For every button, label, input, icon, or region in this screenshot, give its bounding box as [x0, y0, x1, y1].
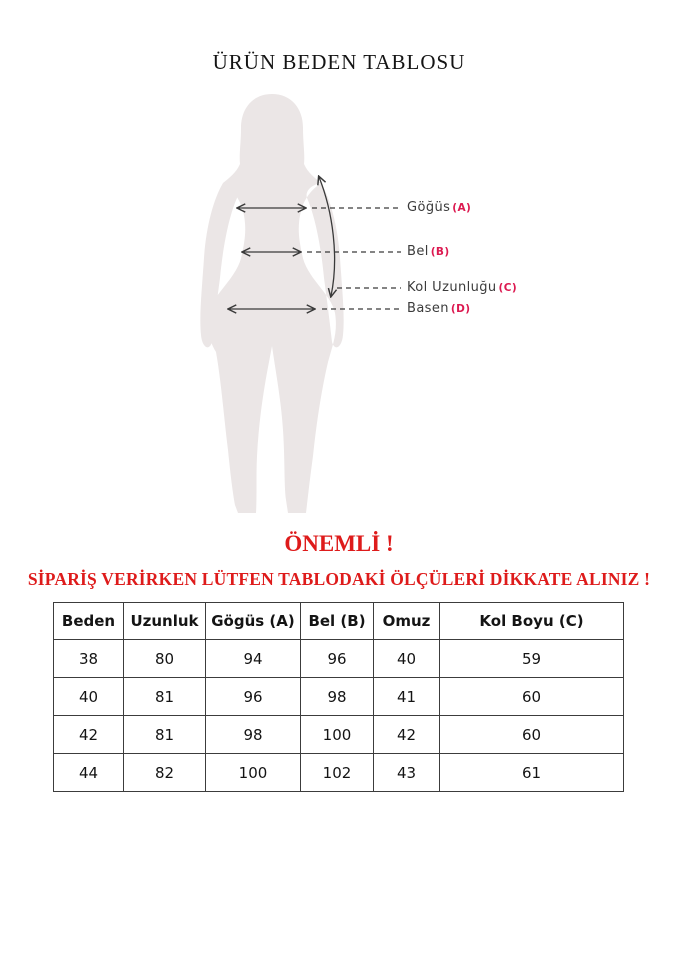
- table-row: [54, 716, 624, 754]
- table-cell: 102: [301, 754, 374, 792]
- table-cell: 98: [301, 678, 374, 716]
- measure-label-arm-length: [407, 279, 517, 297]
- column-header: Bel (B): [301, 603, 374, 640]
- important-heading: ÖNEMLİ !: [284, 531, 394, 556]
- measurement-figure-svg: [0, 88, 678, 518]
- measure-label-text: Göğüs: [407, 200, 451, 215]
- measure-letter: (B): [430, 246, 450, 258]
- table-cell: 38: [54, 640, 124, 678]
- table-row: [54, 754, 624, 792]
- measure-letter: (C): [498, 282, 518, 294]
- column-header: Beden: [54, 603, 124, 640]
- table-cell: 44: [54, 754, 124, 792]
- female-silhouette-icon: [200, 94, 343, 513]
- table-cell: 80: [124, 640, 206, 678]
- column-header: Uzunluk: [124, 603, 206, 640]
- table-cell: 96: [301, 640, 374, 678]
- table-cell: 42: [374, 716, 440, 754]
- table-cell: 61: [440, 754, 624, 792]
- column-header: Omuz: [374, 603, 440, 640]
- table-cell: 40: [54, 678, 124, 716]
- measure-label-text: Basen: [407, 301, 449, 316]
- table-cell: 100: [206, 754, 301, 792]
- table-cell: 98: [206, 716, 301, 754]
- measure-label-waist: [407, 243, 450, 261]
- table-cell: 40: [374, 640, 440, 678]
- table-cell: 59: [440, 640, 624, 678]
- table-cell: 60: [440, 678, 624, 716]
- page-title: ÜRÜN BEDEN TABLOSU: [212, 50, 466, 74]
- measure-letter: (D): [450, 303, 471, 315]
- table-header-row: [54, 603, 624, 640]
- size-table: [53, 602, 624, 792]
- table-row: [54, 678, 624, 716]
- table-cell: 60: [440, 716, 624, 754]
- body-measurement-diagram: [0, 88, 678, 518]
- table-cell: 42: [54, 716, 124, 754]
- table-row: [54, 640, 624, 678]
- measure-letter: (A): [452, 202, 472, 214]
- measure-label-chest: [407, 199, 471, 217]
- table-cell: 81: [124, 716, 206, 754]
- table-cell: 81: [124, 678, 206, 716]
- measure-label-text: Bel: [407, 244, 429, 259]
- table-cell: 100: [301, 716, 374, 754]
- column-header: Gögüs (A): [206, 603, 301, 640]
- table-cell: 94: [206, 640, 301, 678]
- measure-label-text: Kol Uzunluğu: [407, 280, 497, 295]
- table-cell: 96: [206, 678, 301, 716]
- table-body: [54, 640, 624, 792]
- table-cell: 41: [374, 678, 440, 716]
- column-header: Kol Boyu (C): [440, 603, 624, 640]
- table-cell: 82: [124, 754, 206, 792]
- measure-label-hip: [407, 300, 470, 318]
- warning-text: SİPARİŞ VERİRKEN LÜTFEN TABLODAKİ ÖLÇÜLERİ DİKKATE ALINIZ !: [27, 569, 651, 589]
- table-cell: 43: [374, 754, 440, 792]
